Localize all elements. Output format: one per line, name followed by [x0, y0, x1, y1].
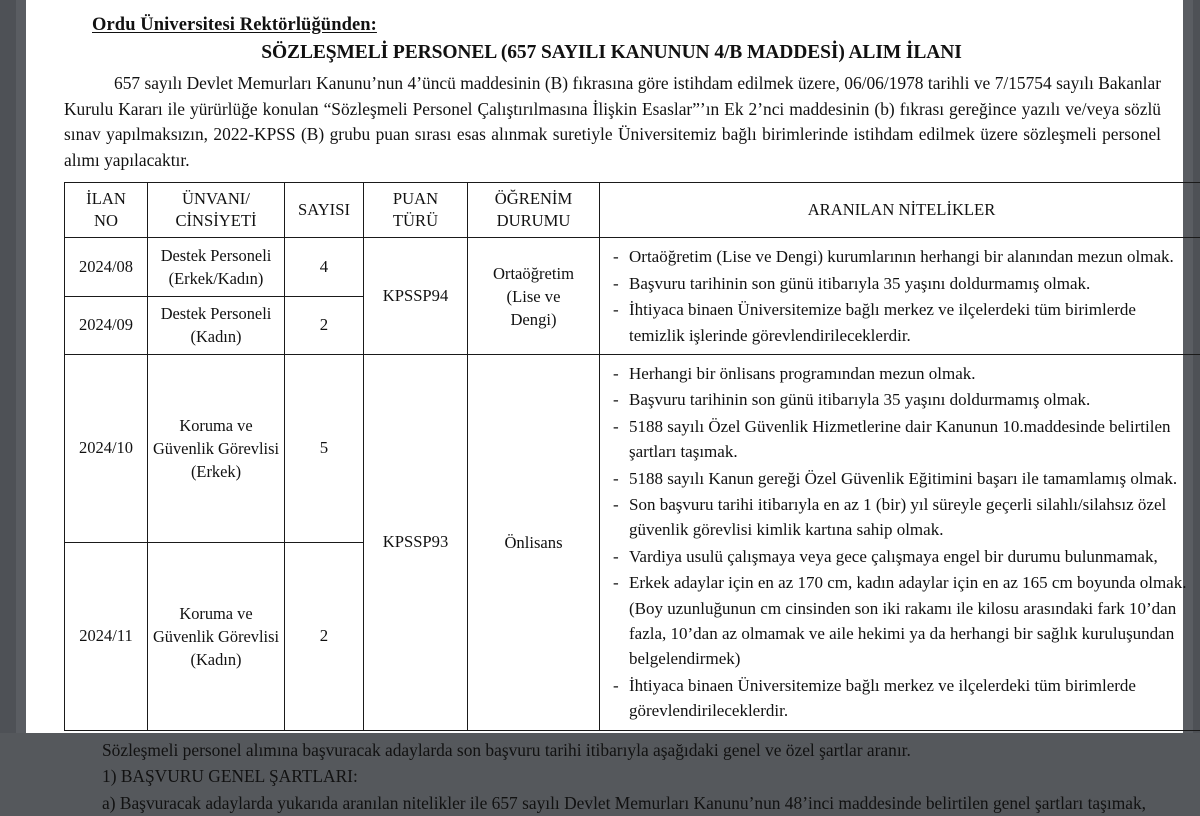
- cell-puan-turu: KPSSP94: [364, 238, 468, 355]
- cell-puan-turu: KPSSP93: [364, 355, 468, 731]
- cell-ilan-no: 2024/11: [65, 542, 148, 730]
- list-item: - Başvuru tarihinin son günü itibarıyla 35 yaşını doldurmamış olmak.: [611, 387, 1194, 412]
- cell-unvan-line2: (Erkek/Kadın): [169, 269, 264, 288]
- cell-unvan-line1: Destek Personeli: [161, 304, 272, 323]
- cell-unvan-line2: Güvenlik Görevlisi: [153, 439, 279, 458]
- organization-heading: Ordu Üniversitesi Rektörlüğünden:: [92, 15, 1169, 36]
- column-header-unvan-line2: CİNSİYETİ: [175, 211, 256, 230]
- column-header-puan-line1: PUAN: [393, 189, 438, 208]
- cell-ogrenim-line1: Ortaöğretim: [493, 264, 574, 283]
- cell-unvan-line1: Destek Personeli: [161, 246, 272, 265]
- table-row: [65, 238, 1200, 296]
- cell-ilan-no: 2024/09: [65, 296, 148, 354]
- cell-unvan: [148, 296, 285, 354]
- column-header-ogrenim-line1: ÖĞRENİM: [495, 189, 572, 208]
- list-item: - Başvuru tarihinin son günü itibarıyla 35 yaşını doldurmamış olmak.: [611, 271, 1194, 296]
- cell-unvan-line3: (Erkek): [191, 462, 241, 481]
- list-item: - İhtiyaca binaen Üniversitemize bağlı merkez ve ilçelerdeki tüm birimlerde temizlik işlerinde görevlendirileceklerdir.: [611, 297, 1194, 348]
- column-header-ilan-no-line2: NO: [94, 211, 118, 230]
- cell-ogrenim-line2: (Lise ve: [507, 287, 561, 306]
- column-header-sayisi: SAYISI: [285, 183, 364, 238]
- cell-unvan: [148, 542, 285, 730]
- column-header-aranilan-nitelikler: ARANILAN NİTELİKLER: [600, 183, 1200, 238]
- list-item: - Herhangi bir önlisans programından mezun olmak.: [611, 361, 1194, 386]
- cell-sayisi: 2: [285, 542, 364, 730]
- list-item: - Vardiya usulü çalışmaya veya gece çalışmaya engel bir durumu bulunmamak,: [611, 544, 1194, 569]
- column-header-ogrenim-durumu: [468, 183, 600, 238]
- cell-ogrenim-line3: Dengi): [510, 310, 556, 329]
- cell-ogrenim-durumu: Önlisans: [468, 355, 600, 731]
- cell-sayisi: 2: [285, 296, 364, 354]
- list-item: - İhtiyaca binaen Üniversitemize bağlı merkez ve ilçelerdeki tüm birimlerde görevlendirileceklerdir.: [611, 673, 1194, 724]
- intro-paragraph: 657 sayılı Devlet Memurları Kanunu’nun 4’üncü maddesinin (B) fıkrasına göre istihdam edilmek üzere, 06/06/1978 tarihli ve 7/15754 sayılı Bakanlar Kurulu Kararı ile yürürlüğe konulan “Sözleşmeli Personel Çalıştırılmasına İlişkin Esaslar”’ın Ek 2’nci maddesinin (b) fıkrası gereğince yazılı ve/veya sözlü sınav yapılmaksızın, 2022-KPSS (B) grubu puan sırası esas alınmak suretiyle Üniversitemiz bağlı birimlerinde istihdam edilmek üzere sözleşmeli personel alımı yapılacaktır.: [64, 71, 1169, 173]
- nitelikler-list: [603, 244, 1200, 348]
- cell-unvan-line1: Koruma ve: [179, 604, 252, 623]
- after-table-paragraph: Sözleşmeli personel alımına başvuracak adaylarda son başvuru tarihi itibarıyla aşağıdaki genel ve özel şartlar aranır.: [64, 738, 1169, 764]
- list-item: - 5188 sayılı Özel Güvenlik Hizmetlerine dair Kanunun 10.maddesinde belirtilen şartları taşımak.: [611, 414, 1194, 465]
- column-header-ilan-no-line1: İLAN: [86, 189, 126, 208]
- nitelikler-list: [603, 361, 1200, 724]
- column-header-puan-line2: TÜRÜ: [393, 211, 438, 230]
- positions-table: [64, 182, 1200, 730]
- page-title: SÖZLEŞMELİ PERSONEL (657 SAYILI KANUNUN 4/B MADDESİ) ALIM İLANI: [64, 42, 1169, 64]
- list-item: - 5188 sayılı Kanun gereği Özel Güvenlik Eğitimini başarı ile tamamlamış olmak.: [611, 466, 1194, 491]
- table-row: [65, 355, 1200, 543]
- column-header-ogrenim-line2: DURUMU: [497, 211, 571, 230]
- cell-unvan-line2: (Kadın): [191, 327, 242, 346]
- column-header-ilan-no: [65, 183, 148, 238]
- column-header-unvan: [148, 183, 285, 238]
- cell-ilan-no: 2024/08: [65, 238, 148, 296]
- cell-unvan-line2: Güvenlik Görevlisi: [153, 627, 279, 646]
- cell-unvan-line3: (Kadın): [191, 650, 242, 669]
- item-a-paragraph: a) Başvuracak adaylarda yukarıda aranılan nitelikler ile 657 sayılı Devlet Memurları Kanunu’nun 48’inci maddesinde belirtilen genel şartları taşımak,: [64, 791, 1169, 816]
- cell-unvan: [148, 355, 285, 543]
- list-item: - Ortaöğretim (Lise ve Dengi) kurumlarının herhangi bir alanından mezun olmak.: [611, 244, 1194, 269]
- cell-ilan-no: 2024/10: [65, 355, 148, 543]
- cell-aranilan-nitelikler: [600, 238, 1200, 355]
- cell-unvan-line1: Koruma ve: [179, 416, 252, 435]
- section-heading-basvuru-genel-sartlari: 1) BAŞVURU GENEL ŞARTLARI:: [64, 764, 1169, 790]
- document-page: [26, 0, 1183, 733]
- column-header-puan-turu: [364, 183, 468, 238]
- cell-aranilan-nitelikler: [600, 355, 1200, 731]
- cell-unvan: [148, 238, 285, 296]
- cell-sayisi: 5: [285, 355, 364, 543]
- list-item: - Son başvuru tarihi itibarıyla en az 1 (bir) yıl süreyle geçerli silahlı/silahsız özel güvenlik görevlisi kimlik kartına sahip olmak.: [611, 492, 1194, 543]
- column-header-unvan-line1: ÜNVANI/: [182, 189, 250, 208]
- cell-ogrenim-durumu: [468, 238, 600, 355]
- table-header-row: [65, 183, 1200, 238]
- cell-sayisi: 4: [285, 238, 364, 296]
- list-item: - Erkek adaylar için en az 170 cm, kadın adaylar için en az 165 cm boyunda olmak. (Boy uzunluğunun cm cinsinden son iki rakamı ile kilosu arasındaki fark 10’dan fazla, 10’dan az olmamak ve aile hekimi ya da herhangi bir sağlık kuruluşundan belgelendirmek): [611, 570, 1194, 672]
